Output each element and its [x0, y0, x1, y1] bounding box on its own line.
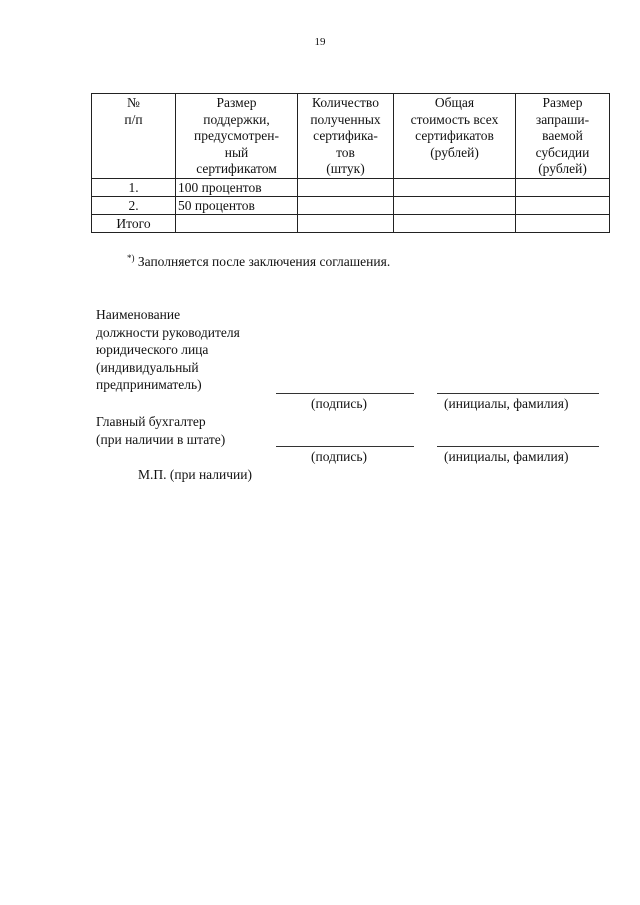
- footnote-text: Заполняется после заключения соглашения.: [137, 254, 391, 269]
- header-line: полученных: [310, 111, 381, 127]
- table-row: [92, 178, 610, 196]
- header-number: [92, 94, 176, 179]
- header-line: стоимость всех: [410, 111, 499, 127]
- header-line: тов: [336, 144, 355, 160]
- head-name-line: [437, 393, 599, 394]
- header-line: поддержки,: [203, 111, 270, 127]
- header-line: сертифика-: [313, 128, 378, 143]
- header-line: п/п: [124, 111, 143, 127]
- footnote: [127, 253, 390, 270]
- table-cell: 100 процентов: [176, 178, 298, 196]
- label-line: должности руководителя: [96, 324, 240, 340]
- head-signature-line: [276, 393, 414, 394]
- accountant-name-line: [437, 446, 599, 447]
- label-line: предприниматель): [96, 377, 202, 392]
- table-cell: [176, 214, 298, 232]
- table-cell: 2.: [92, 196, 176, 214]
- table-cell: 50 процентов: [176, 196, 298, 214]
- header-line: (рублей): [538, 161, 587, 176]
- header-line: Размер: [216, 95, 257, 110]
- accountant-signature-line: [276, 446, 414, 447]
- table-cell: [298, 214, 394, 232]
- head-name-caption: (инициалы, фамилия): [444, 396, 569, 411]
- header-line: запраши-: [535, 111, 590, 127]
- header-certificate-count: [298, 94, 394, 179]
- label-line: Главный бухгалтер: [96, 414, 206, 429]
- header-line: Размер: [542, 95, 583, 110]
- head-position-label: [96, 306, 240, 394]
- certificates-table: [91, 93, 610, 233]
- header-support-size: [176, 94, 298, 179]
- table-header-row: [92, 94, 610, 179]
- stamp-placeholder: М.П. (при наличии): [138, 467, 252, 482]
- table-cell: [394, 178, 516, 196]
- label-line: (индивидуальный: [96, 359, 199, 375]
- table-total-row: [92, 214, 610, 232]
- header-line: ный: [224, 144, 249, 160]
- table-cell: [298, 196, 394, 214]
- table-cell: [394, 214, 516, 232]
- header-line: ваемой: [542, 128, 583, 143]
- label-line: юридического лица: [96, 342, 209, 357]
- header-line: сертификатом: [196, 161, 277, 176]
- header-total-cost: [394, 94, 516, 179]
- footnote-mark: *): [127, 253, 135, 263]
- page-number: 19: [314, 36, 326, 48]
- label-line: Наименование: [96, 307, 181, 322]
- table-cell: Итого: [92, 214, 176, 232]
- header-line: сертификатов: [415, 128, 494, 143]
- accountant-signature-caption: (подпись): [311, 449, 368, 464]
- accountant-label: [96, 413, 225, 448]
- table-cell: [516, 196, 610, 214]
- header-subsidy-size: [516, 94, 610, 179]
- table-cell: [298, 178, 394, 196]
- table-cell: [394, 196, 516, 214]
- table-cell: [516, 178, 610, 196]
- label-line: (при наличии в штате): [96, 431, 226, 447]
- table-cell: 1.: [92, 178, 176, 196]
- header-line: субсидии: [535, 144, 590, 160]
- accountant-name-caption: (инициалы, фамилия): [444, 449, 569, 464]
- header-line: (рублей): [430, 144, 479, 160]
- header-line: предусмотрен-: [193, 128, 280, 143]
- header-line: Количество: [312, 95, 379, 110]
- header-line: (штук): [326, 161, 365, 176]
- header-line: Общая: [434, 95, 475, 110]
- table-row: [92, 196, 610, 214]
- table-cell: [516, 214, 610, 232]
- head-signature-caption: (подпись): [311, 396, 368, 411]
- header-line: №: [127, 95, 140, 110]
